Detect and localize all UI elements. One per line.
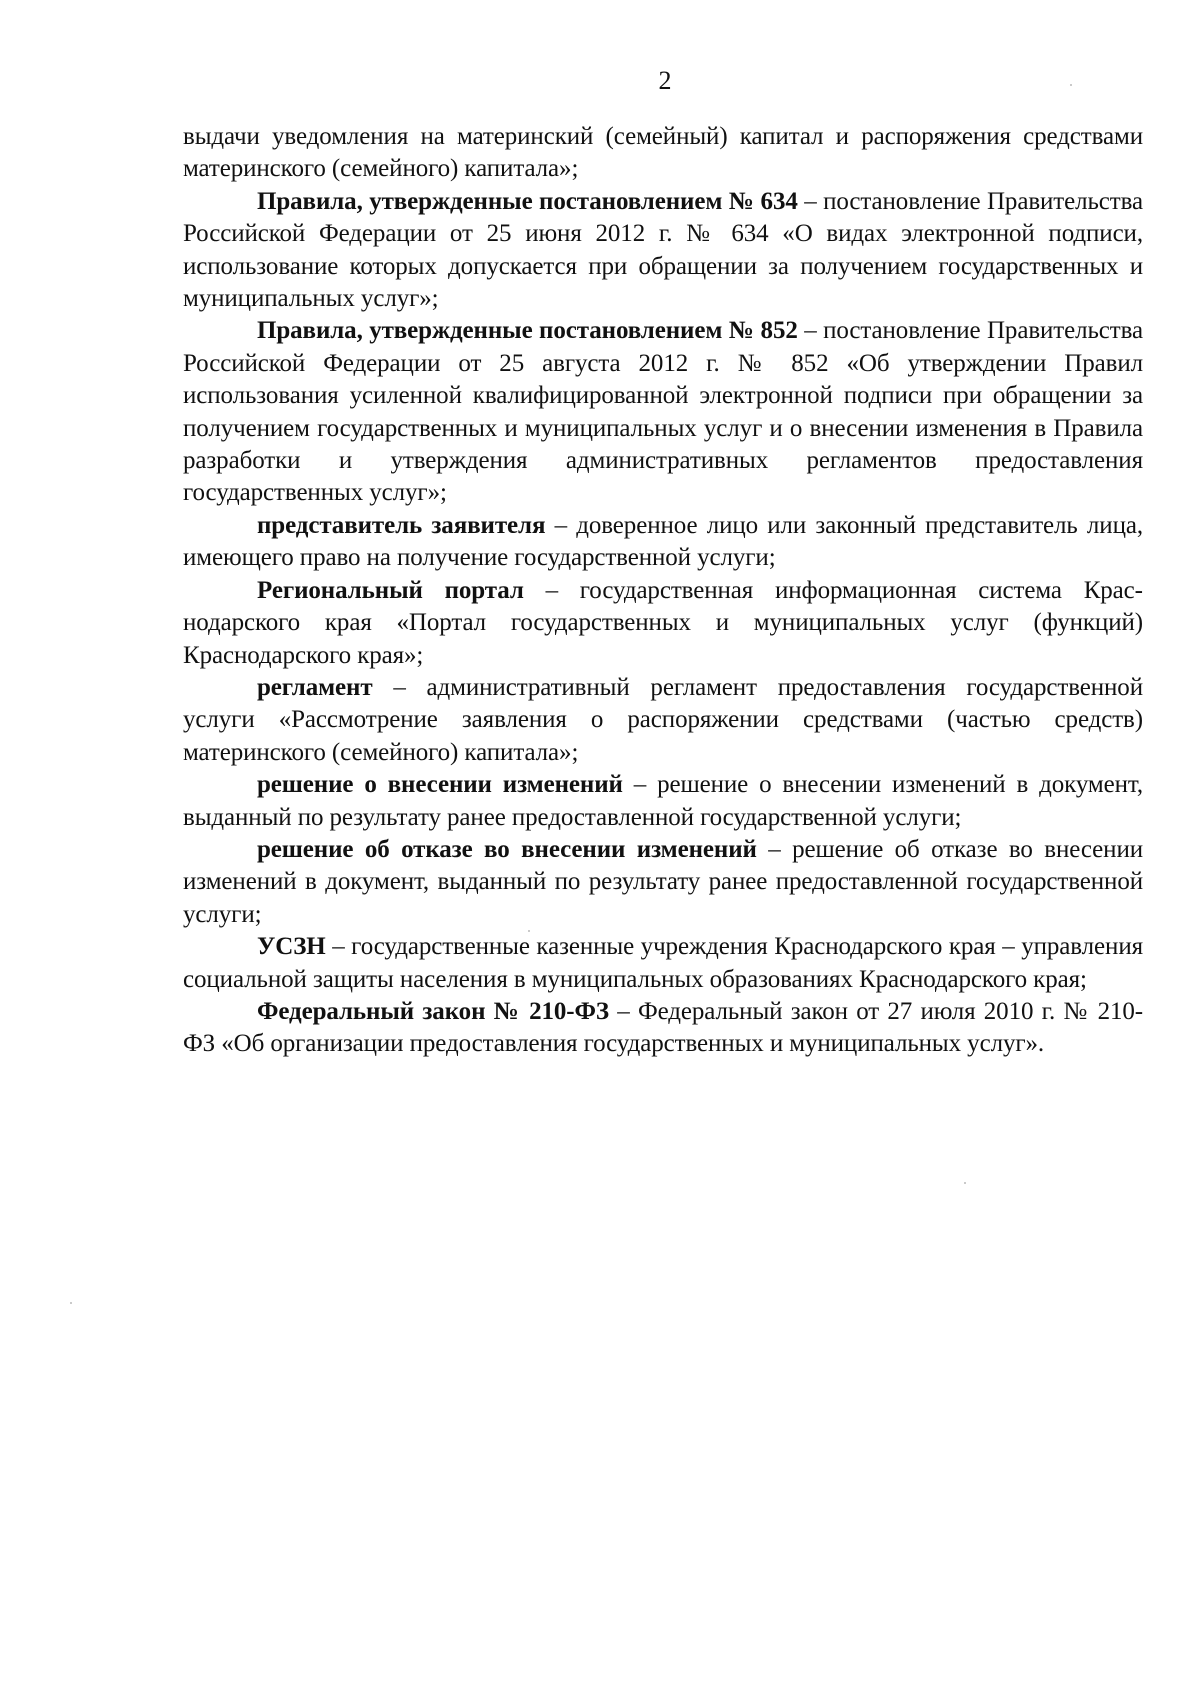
term-definition: – решение о внесении изменений в документ, выданный по результату ранее предоставленной государственной услуги;	[183, 771, 1143, 831]
definition-federal-law-210	[183, 996, 1143, 1061]
term-heading: регламент	[257, 673, 373, 701]
paragraph-continuation	[183, 121, 1143, 186]
term-definition: – государственная информационная система Краснодарского края «Портал государственных и муниципальных услуг (функций) Краснодарского края»;	[183, 576, 1143, 669]
scan-speck	[528, 930, 530, 932]
term-definition: выдачи уведомления на материнский (семейный) капитал и распоряжения средствами материнского (семейного) капитала»;	[183, 123, 1143, 183]
term-heading: Федеральный закон № 210-ФЗ	[257, 997, 609, 1025]
term-heading: УСЗН	[257, 933, 326, 961]
scan-speck	[964, 1182, 966, 1184]
term-heading: Правила, утвержденные постановлением № 852	[257, 317, 798, 345]
definition-uszn	[183, 931, 1143, 996]
scan-speck	[70, 1302, 72, 1304]
definition-amendment-decision	[183, 769, 1143, 834]
scan-speck	[1070, 84, 1072, 86]
term-definition: – доверенное лицо или законный представитель лица, имеющего право на получение государственной услуги;	[183, 511, 1143, 572]
term-definition: – решение об отказе во внесении изменений в документ, выданный по результату ранее предоставленной государственной услуги;	[183, 835, 1144, 928]
definition-applicant-representative	[183, 510, 1143, 575]
definition-rules-634	[183, 186, 1143, 316]
term-definition: – Федеральный закон от 27 июля 2010 г. № 210-ФЗ «Об организации предоставления государственных и муниципальных услуг».	[183, 997, 1143, 1058]
page-number: 2	[658, 66, 672, 95]
definition-amendment-refusal	[183, 834, 1143, 931]
term-heading: Правила, утвержденные постановлением № 634	[257, 187, 798, 215]
definition-regional-portal	[183, 575, 1143, 672]
definition-rules-852	[183, 315, 1143, 509]
definition-regulation	[183, 672, 1143, 769]
term-heading: Региональный портал	[257, 576, 524, 604]
term-heading: решение об отказе во внесении изменений	[257, 835, 757, 863]
term-definition: – административный регламент предоставления государственной услуги «Рассмотрение заявления о распоряжении средствами (частью средств) материнского (семейного) капитала»;	[183, 673, 1143, 766]
term-definition: – государственные казенные учреждения Краснодарского края – управления социальной защиты населения в муниципальных образованиях Краснодарского края;	[183, 933, 1143, 993]
term-definition: – постановление Правительства Российской Федерации от 25 июня 2012 г. № 634 «О видах электронной подписи, использование которых допускается при обращении за получением государственных и муниципальных услуг»;	[183, 187, 1144, 313]
term-heading: решение о внесении изменений	[257, 771, 623, 799]
document-body	[183, 121, 1143, 1061]
term-heading: представитель заявителя	[257, 511, 546, 539]
term-definition: – постановление Правительства Российской Федерации от 25 августа 2012 г. № 852 «Об утверждении Правил использования усиленной квалифицированной электронной подписи при обращении за получением государственных и муниципальных услуг и о внесении изменения в Правила разработки и утверждения административных регламентов предоставления государственных услуг»;	[183, 317, 1144, 507]
